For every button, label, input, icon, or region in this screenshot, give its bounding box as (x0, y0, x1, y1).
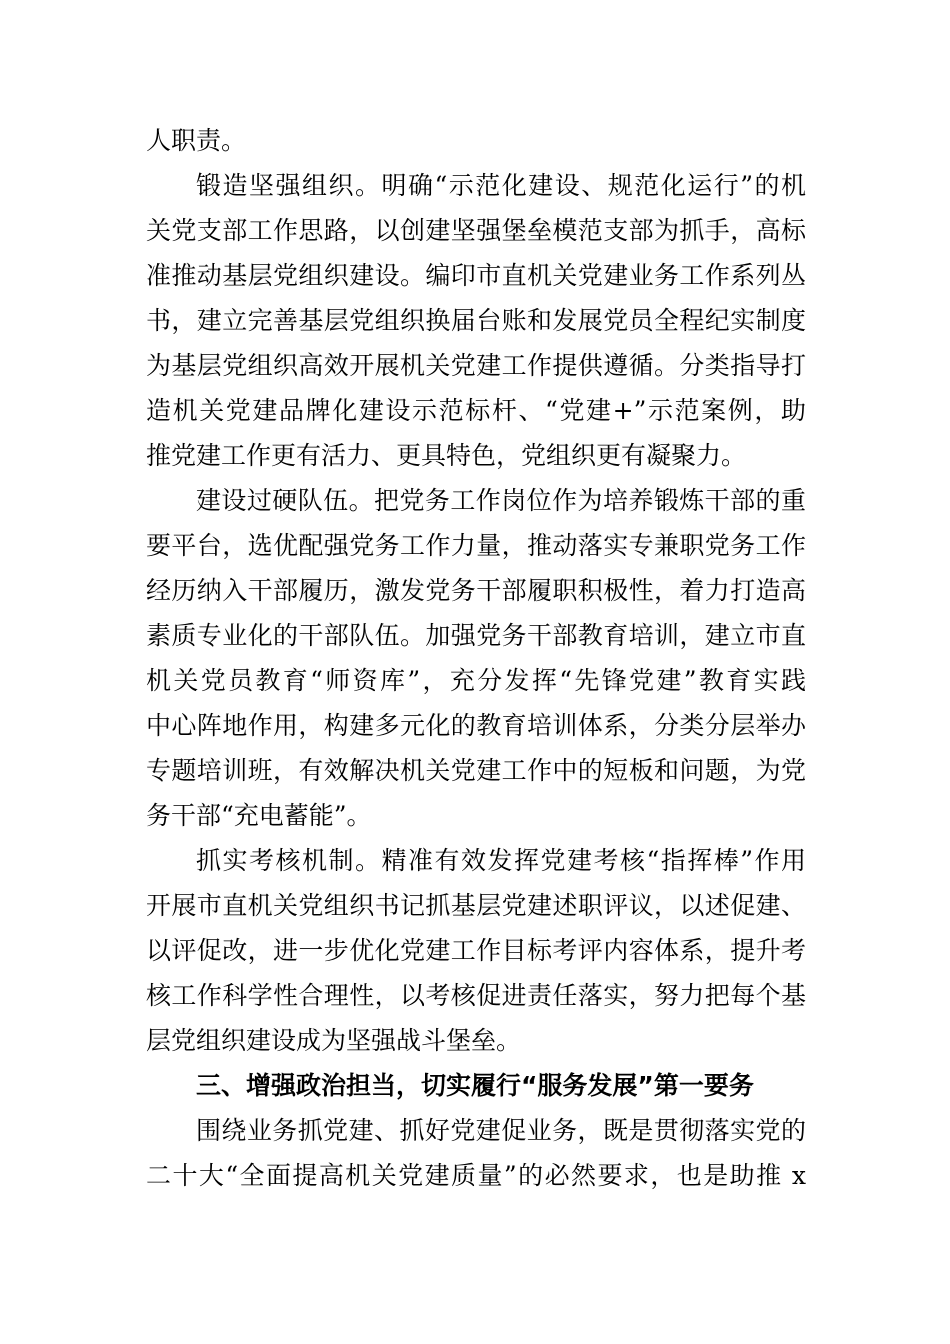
section-heading: 三、增强政治担当，切实履行“服务发展”第一要务 (196, 1071, 754, 1100)
paragraph-line: 推党建工作更有活力、更具特色，党组织更有凝聚力。 (146, 441, 747, 470)
paragraph-line: 经历纳入干部履历，激发党务干部履职积极性，着力打造高 (146, 576, 806, 605)
paragraph-line: 素质专业化的干部队伍。加强党务干部教育培训，建立市直 (146, 621, 806, 650)
paragraph-line: 围绕业务抓党建、抓好党建促业务，既是贯彻落实党的 (196, 1116, 806, 1145)
paragraph-line: 书，建立完善基层党组织换届台账和发展党员全程纪实制度 (146, 306, 806, 335)
paragraph-line: 务干部“充电蓄能”。 (146, 801, 372, 830)
paragraph-line: 层党组织建设成为坚强战斗堡垒。 (146, 1026, 522, 1055)
paragraph-line: 以评促改，进一步优化党建工作目标考评内容体系，提升考 (146, 936, 806, 965)
paragraph-line: 核工作科学性合理性，以考核促进责任落实，努力把每个基 (146, 981, 806, 1010)
paragraph-line: 锻造坚强组织。明确“示范化建设、规范化运行”的机 (196, 171, 806, 200)
paragraph-line: 准推动基层党组织建设。编印市直机关党建业务工作系列丛 (146, 261, 806, 290)
paragraph-line: 关党支部工作思路，以创建坚强堡垒模范支部为抓手，高标 (146, 216, 806, 245)
paragraph-line: 二十大“全面提高机关党建质量”的必然要求，也是助推 x (146, 1161, 806, 1190)
paragraph-line: 建设过硬队伍。把党务工作岗位作为培养锻炼干部的重 (196, 486, 806, 515)
paragraph-line: 中心阵地作用，构建多元化的教育培训体系，分类分层举办 (146, 711, 806, 740)
paragraph-line: 人职责。 (146, 126, 247, 155)
paragraph-line: 机关党员教育“师资库”，充分发挥“先锋党建”教育实践 (146, 666, 806, 695)
paragraph-line: 要平台，选优配强党务工作力量，推动落实专兼职党务工作 (146, 531, 806, 560)
paragraph-line: 抓实考核机制。精准有效发挥党建考核“指挥棒”作用 (196, 846, 806, 875)
paragraph-line: 为基层党组织高效开展机关党建工作提供遵循。分类指导打 (146, 351, 806, 380)
paragraph-line: 开展市直机关党组织书记抓基层党建述职评议，以述促建、 (146, 891, 806, 920)
paragraph-line: 专题培训班，有效解决机关党建工作中的短板和问题，为党 (146, 756, 806, 785)
paragraph-line: 造机关党建品牌化建设示范标杆、“党建+”示范案例，助 (146, 396, 806, 425)
